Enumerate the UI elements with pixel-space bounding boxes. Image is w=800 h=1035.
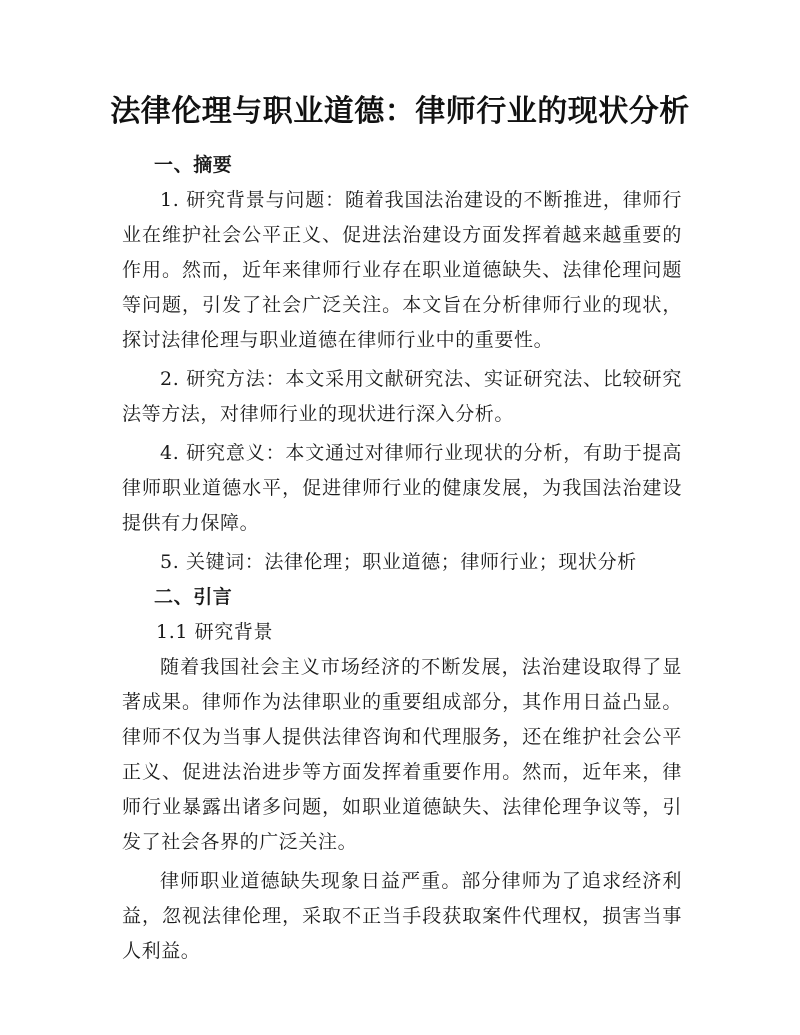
document-body bbox=[122, 148, 682, 969]
introduction-paragraph-2: 律师职业道德缺失现象日益严重。部分律师为了追求经济利益，忽视法律伦理，采取不正当手段获取案件代理权，损害当事人利益。 bbox=[122, 870, 682, 962]
page-title: 法律伦理与职业道德：律师行业的现状分析 bbox=[110, 94, 690, 129]
abstract-significance-paragraph: 4. 研究意义：本文通过对律师行业现状的分析，有助于提高律师职业道德水平，促进律师行业的健康发展，为我国法治建设提供有力保障。 bbox=[122, 442, 682, 534]
introduction-heading: 二、引言 bbox=[154, 586, 233, 608]
abstract-method-paragraph: 2. 研究方法：本文采用文献研究法、实证研究法、比较研究法等方法，对律师行业的现状进行深入分析。 bbox=[122, 368, 682, 425]
research-background-subheading: 1.1 研究背景 bbox=[156, 621, 274, 643]
abstract-background-paragraph: 1. 研究背景与问题：随着我国法治建设的不断推进，律师行业在维护社会公平正义、促进法治建设方面发挥着越来越重要的作用。然而，近年来律师行业存在职业道德缺失、法律伦理问题等问题，引发了社会广泛关注。本文旨在分析律师行业的现状，探讨法律伦理与职业道德在律师行业中的重要性。 bbox=[122, 189, 682, 351]
abstract-heading: 一、摘要 bbox=[154, 154, 233, 176]
abstract-keywords-paragraph: 5. 关键词：法律伦理；职业道德；律师行业；现状分析 bbox=[160, 551, 637, 573]
introduction-paragraph-1: 随着我国社会主义市场经济的不断发展，法治建设取得了显著成果。律师作为法律职业的重要组成部分，其作用日益凸显。律师不仅为当事人提供法律咨询和代理服务，还在维护社会公平正义、促进法治进步等方面发挥着重要作用。然而，近年来，律师行业暴露出诸多问题，如职业道德缺失、法律伦理争议等，引发了社会各界的广泛关注。 bbox=[122, 656, 682, 853]
